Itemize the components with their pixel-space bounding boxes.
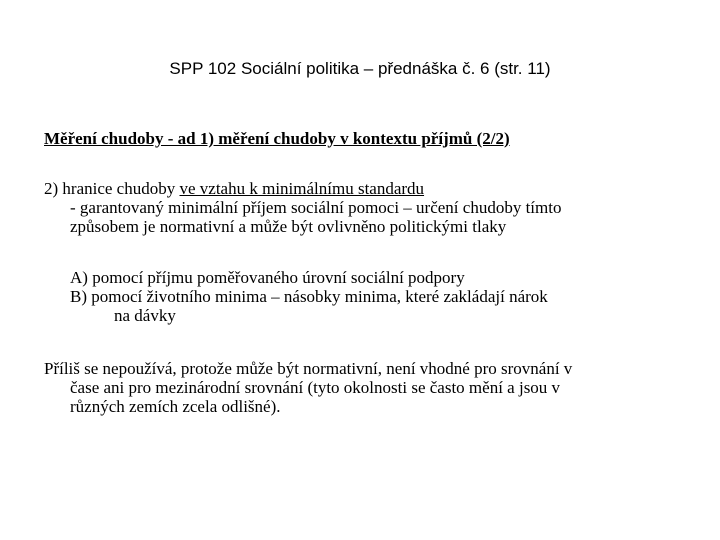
option-a: A) pomocí příjmu poměřovaného úrovní sociální podpory [70,268,465,287]
section-2-line-1 [44,179,684,198]
section-2 [44,179,684,236]
note-paragraph [44,359,684,416]
option-b-continuation: na dávky [114,306,176,325]
section-2-underlined: ve vztahu k minimálnímu standardu [179,179,425,198]
note-line-3: různých zemích zcela odlišné). [70,397,281,416]
option-b: B) pomocí životního minima – násobky minima, které zakládají nárok [70,287,548,306]
section-2-line-2: - garantovaný minimální příjem sociální pomoci – určení chudoby tímto [70,198,562,217]
slide-title: SPP 102 Sociální politika – přednáška č. 6 (str. 11) [169,59,551,78]
note-line-2: čase ani pro mezinárodní srovnání (tyto okolnosti se často mění a jsou v [70,378,561,397]
options-list [44,268,684,325]
note-line-1: Příliš se nepoužívá, protože může být normativní, není vhodné pro srovnání v [44,359,573,378]
section-heading: Měření chudoby - ad 1) měření chudoby v kontextu příjmů (2/2) [44,129,510,148]
section-2-line-3: způsobem je normativní a může být ovlivněno politickými tlaky [70,217,507,236]
section-2-prefix: 2) hranice chudoby [44,179,180,198]
